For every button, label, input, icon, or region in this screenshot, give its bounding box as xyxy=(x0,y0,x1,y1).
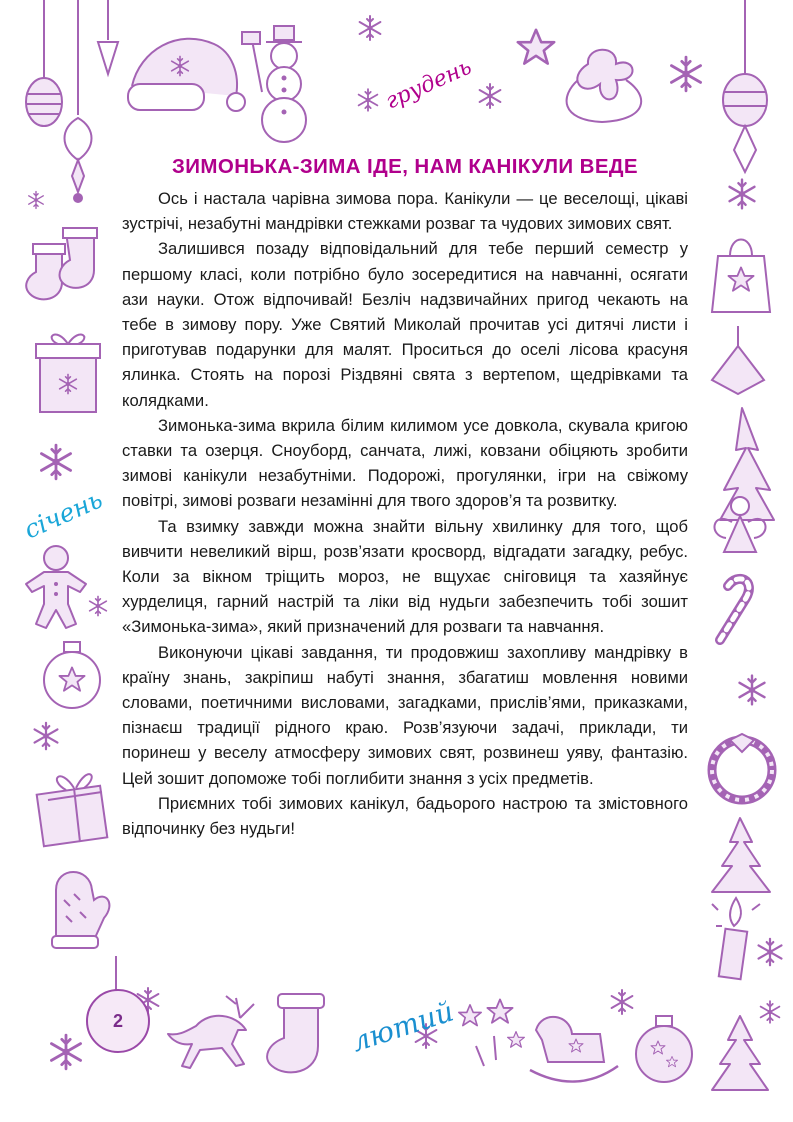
paragraph: Та взимку завжди можна знайти вільну хвилинку для того, щоб вивчити невеликий вірш, розв’язати кросворд, відгадати загадку, ребус. Коли за вікном тріщить мороз, не вщухає сніговиця та хазяйнує хурделиця, гарний настрій та ліки від нудьги забезпечить тобі зошит «Зимонька-зима», який призначений для розваги та навчання. xyxy=(122,516,688,637)
shopping-bag-icon xyxy=(712,240,770,313)
christmas-stocking-icon xyxy=(267,994,324,1072)
page-number-text: 2 xyxy=(112,1010,123,1031)
ball-ornament-icon xyxy=(44,642,100,708)
christmas-tree-icon xyxy=(712,1016,768,1090)
wreath-icon xyxy=(712,734,772,800)
page-number xyxy=(86,989,150,1053)
santa-hat-icon xyxy=(128,39,245,111)
month-label-december: грудень xyxy=(381,54,476,115)
reindeer-icon xyxy=(168,996,254,1068)
paragraph: Приємних тобі зимових канікул, бадьорого настрою та змістовного відпочинку без нудьги! xyxy=(122,793,688,839)
snowman-icon xyxy=(242,26,306,142)
paragraph: Ось і настала чарівна зимова пора. Канікули — це веселощі, цікаві зустрічі, незабутні мандрівки стежками розваг та чудових зимових свят. xyxy=(122,189,688,234)
ball-ornament-icon xyxy=(712,326,764,394)
month-label-january: січень xyxy=(19,484,107,545)
candy-cane-icon xyxy=(720,579,749,640)
ball-ornament-icon xyxy=(636,1016,692,1082)
ball-ornament-icon xyxy=(26,0,118,203)
gingerbread-man-icon xyxy=(26,546,86,628)
mitten-icon xyxy=(52,872,109,948)
paragraph: Виконуючи цікаві завдання, ти продовжиш захопливу мандрівку в країну знань, закріпиш набуті знання, збагатиш мовлення новими словами, поетичними висловами, загадками, прислів’ями, приказками, пізнаєш традиції рідного краю. Розв’язуючи задачі, приклади, ти поринеш у веселу атмосферу зимових свят, розвинеш уяву, фантазію. Цей зошит допоможе тобі поглибити знання з усіх предметів. xyxy=(122,642,688,788)
rocking-horse-icon xyxy=(530,1017,618,1082)
gift-bag-icon xyxy=(567,50,642,122)
christmas-tree-icon xyxy=(712,818,770,892)
month-label-february: лютий xyxy=(347,994,458,1059)
page-title: ЗИМОНЬКА-ЗИМА ІДЕ, НАМ КАНІКУЛИ ВЕДЕ xyxy=(172,155,638,178)
gift-box-icon xyxy=(37,774,108,846)
gift-box-icon xyxy=(36,334,100,412)
paragraph: Залишився позаду відповідальний для тебе перший семестр у першому класі, коли потрібно було зосередитися на навчанні, осягати ази науки. Отож відпочивай! Безліч надзвичайних пригод чекають на тебе в зимову пору. Уже Святий Миколай прочитав усі дитячі листи і приготував подарунки для малят. Проситься до оселі лісова красуня ялинка. Стоять на порозі Різдвяні свята з вертепом, щедрівками та колядками. xyxy=(122,239,688,410)
candle-icon xyxy=(712,898,760,979)
ball-ornament-icon xyxy=(723,0,767,172)
christmas-stocking-icon xyxy=(26,228,97,299)
paragraph: Зимонька-зима вкрила білим килимом усе довкола, скувала кригою ставки та озерця. Сноуборд, санчата, лижі, ковзани обіцяють зробити зимові канікули незабутніми. Подорожі, прогулянки, ігри на свіжому повітрі, зимові розваги незамінні для твого здоров’я та розвитку. xyxy=(122,415,688,511)
body-text xyxy=(122,186,688,841)
star-icon xyxy=(518,30,554,64)
